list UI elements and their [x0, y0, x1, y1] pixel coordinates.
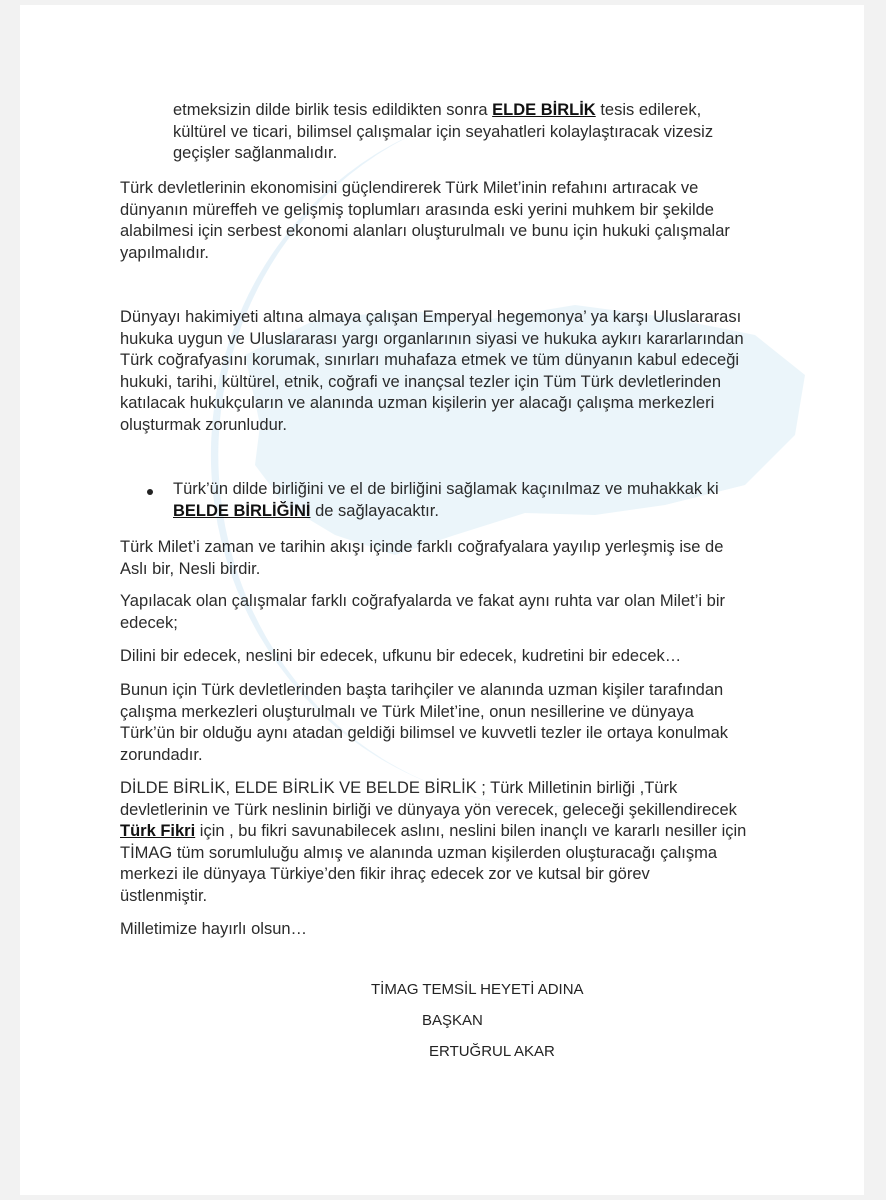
text-line: Dilini bir edecek, neslini bir edecek, ufkunu bir edecek, kudretini bir edecek…: [120, 647, 682, 665]
bullet-item: [173, 479, 719, 522]
text-line: için , bu fikri savunabilecek aslını, neslini bilen inançlı ve kararlı nesiller için: [195, 822, 747, 840]
belde-birligini-emphasis: BELDE BİRLİĞİNİ: [173, 501, 311, 520]
text-line: geçişler sağlanmalıdır.: [173, 144, 338, 162]
text-line: Türk coğrafyasını korumak, sınırları muhafaza etmek ve tüm dünyanın kabul edeceği: [120, 351, 740, 369]
paragraph-economy: [120, 178, 730, 264]
text-line: etmeksizin dilde birlik tesis edildikten sonra: [173, 101, 493, 119]
text-line: Türk Milet’i zaman ve tarihin akışı içinde farklı coğrafyalara yayılıp yerleşmiş ise de: [120, 538, 724, 556]
text-line: Milletimize hayırlı olsun…: [120, 920, 308, 938]
text-line: merkezi ile dünyaya Türkiye’den fikir ihraç edecek zor ve kutsal bir görev: [120, 865, 650, 883]
text-line: edecek;: [120, 613, 178, 632]
paragraph-law: [120, 307, 744, 436]
text-line: tesis edilerek,: [595, 101, 702, 119]
text-line: Türk’ün bir olduğu aynı atadan geldiği bilimsel ve kuvvetli tezler ile ortaya konulmak: [120, 724, 729, 742]
text-line: yapılmalıdır.: [120, 243, 209, 262]
text-line: Türk’ün dilde birliğini ve el de birliğini sağlamak kaçınılmaz ve muhakkak ki: [173, 480, 719, 498]
paragraph-research: [120, 680, 728, 766]
document-page: [20, 5, 864, 1195]
turk-fikri-emphasis: Türk Fikri: [120, 822, 196, 840]
text-line: de sağlayacaktır.: [310, 501, 439, 520]
text-line: TİMAG tüm sorumluluğu almış ve alanında uzman kişilerden oluşturacağı çalışma: [120, 843, 718, 862]
text-line: Yapılacak olan çalışmalar farklı coğrafyalarda ve fakat aynı ruhta var olan Milet’i bir: [120, 592, 725, 610]
text-line: alabilmesi için serbest ekonomi alanları oluşturulmalı ve bunu için hukuki çalışmalar: [120, 222, 730, 240]
text-line: hukuka uygun ve Uluslararası yargı organlarının siyasi ve hukuka aykırı kararlarından: [120, 329, 744, 348]
text-line: üstlenmiştir.: [120, 886, 208, 905]
text-line: katılacak hukukçuların ve alanında uzman kişilerin yer alacağı çalışma merkezleri: [120, 394, 715, 412]
paragraph-mission: [120, 778, 746, 907]
text-line: oluşturmak zorunludur.: [120, 415, 287, 434]
text-line: devletlerinin ve Türk neslinin birliği ve dünyaya yön verecek, geleceği şekillendirecek: [120, 800, 737, 819]
elde-birlik-emphasis: ELDE BİRLİK: [492, 101, 596, 119]
text-line: Dünyayı hakimiyeti altına almaya çalışan Emperyal hegemonya’ ya karşı Uluslararası: [120, 308, 742, 326]
paragraph-closing: [120, 919, 307, 941]
text-line: hukuki, tarihi, kültürel, etnik, coğrafi ve inançsal tezler için Tüm Türk devletlerinden: [120, 372, 722, 391]
paragraph-unity: [120, 646, 681, 668]
text-line: kültürel ve ticari, bilimsel çalışmalar için seyahatleri kolaylaştıracak vizesiz: [173, 122, 714, 141]
text-line: çalışma merkezleri oluşturulmalı ve Türk Milet’ine, onun nesillerine ve dünyaya: [120, 702, 694, 721]
text-line: dünyanın müreffeh ve gelişmiş toplumları arasında eski yerini muhkem bir şekilde: [120, 200, 714, 219]
bullet-dot: [147, 489, 153, 495]
text-line: Bunun için Türk devletlerinden başta tarihçiler ve alanında uzman kişiler tarafından: [120, 681, 724, 699]
signature-name: ERTUĞRUL AKAR: [429, 1043, 555, 1060]
signature-organization: TİMAG TEMSİL HEYETİ ADINA: [371, 981, 584, 998]
text-line: DİLDE BİRLİK, ELDE BİRLİK VE BELDE BİRLİK ; Türk Milletinin birliği ,Türk: [120, 779, 678, 797]
text-line: Aslı bir, Nesli birdir.: [120, 559, 261, 578]
paragraph-intro: [173, 100, 713, 165]
paragraph-nation: [120, 537, 723, 580]
text-line: Türk devletlerinin ekonomisini güçlendirerek Türk Milet’inin refahını artıracak ve: [120, 179, 699, 197]
signature-title: BAŞKAN: [422, 1012, 483, 1029]
paragraph-work: [120, 591, 725, 634]
text-line: zorundadır.: [120, 745, 203, 764]
